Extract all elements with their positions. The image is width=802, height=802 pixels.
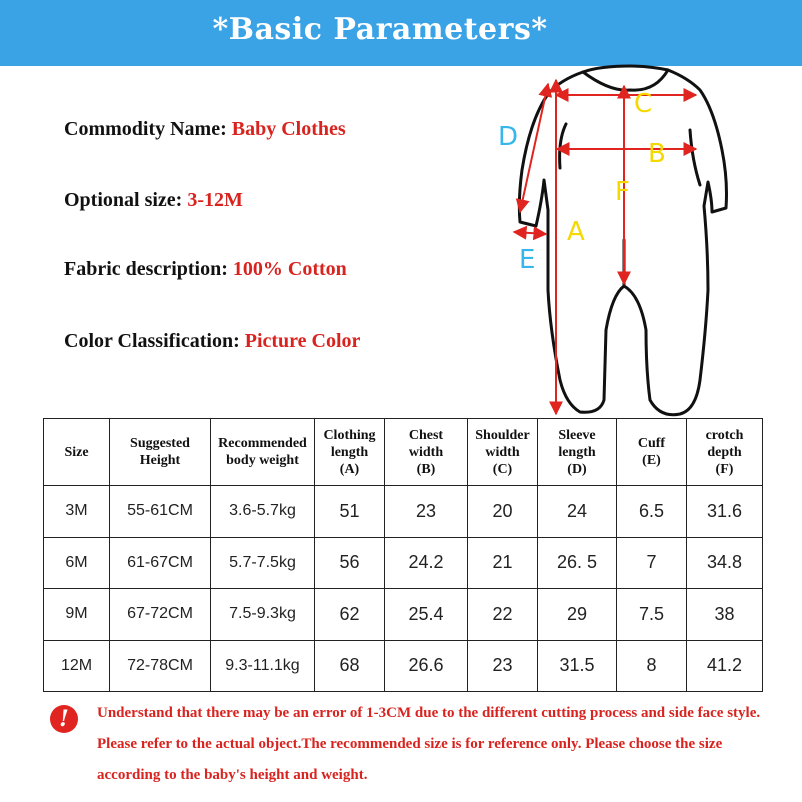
- table-header-line: (E): [642, 453, 661, 468]
- table-header-cell: [315, 419, 385, 486]
- table-cell: 68: [315, 640, 385, 692]
- table-header-line: Recommended: [218, 436, 307, 451]
- table-cell: 20: [468, 486, 538, 538]
- cuff-arrow: [514, 232, 546, 234]
- table-header-line: (D): [567, 461, 587, 477]
- table-header-cell: [44, 419, 110, 486]
- label-e: E: [519, 245, 536, 275]
- table-row: [44, 640, 763, 692]
- table-header-line: Suggested: [130, 436, 190, 451]
- table-header-line: length: [330, 444, 369, 460]
- param-color: [64, 330, 360, 353]
- table-header-cell: [687, 419, 763, 486]
- table-cell: 61-67CM: [110, 537, 211, 589]
- table-cell: 23: [385, 486, 468, 538]
- romper-outline: [519, 66, 726, 415]
- table-header-line: Sleeve: [558, 427, 596, 443]
- table-cell: 3.6-5.7kg: [211, 486, 315, 538]
- table-row: [44, 486, 763, 538]
- param-label: Fabric description:: [64, 258, 233, 280]
- table-cell: 24.2: [385, 537, 468, 589]
- param-value: 3-12M: [187, 189, 243, 211]
- table-cell: 67-72CM: [110, 589, 211, 641]
- table-header-line: (A): [339, 461, 360, 477]
- table-cell: 21: [468, 537, 538, 589]
- label-b: B: [648, 139, 666, 169]
- table-cell: 6M: [44, 537, 110, 589]
- table-header-cell: [211, 419, 315, 486]
- table-cell: 7.5: [617, 589, 687, 641]
- warning-icon: !: [50, 705, 78, 733]
- romper-right-sleeve-line: [690, 130, 700, 185]
- table-header-line: Clothing: [323, 427, 376, 443]
- param-value: 100% Cotton: [232, 258, 347, 280]
- table-header-cell: [468, 419, 538, 486]
- table-header-cell: [617, 419, 687, 486]
- table-cell: 26. 5: [538, 537, 617, 589]
- table-cell: 7: [617, 537, 687, 589]
- table-cell: 9M: [44, 589, 110, 641]
- table-header-line: Chest: [408, 427, 444, 443]
- table-cell: 41.2: [687, 640, 763, 692]
- table-cell: 56: [315, 537, 385, 589]
- table-cell: 7.5-9.3kg: [211, 589, 315, 641]
- table-cell: 23: [468, 640, 538, 692]
- romper-collar: [583, 70, 668, 90]
- table-cell: 3M: [44, 486, 110, 538]
- table-cell: 51: [315, 486, 385, 538]
- table-cell: 31.6: [687, 486, 763, 538]
- table-header-line: width: [408, 444, 444, 460]
- table-header-row: [44, 419, 763, 486]
- table-cell: 8: [617, 640, 687, 692]
- table-header-line: body weight: [226, 453, 299, 468]
- label-f: F: [615, 177, 630, 207]
- table-cell: 12M: [44, 640, 110, 692]
- table-cell: 62: [315, 589, 385, 641]
- disclaimer-note: Understand that there may be an error of 1-3CM due to the different cutting process and side face style. Please refer to the actual object.The recommended size is for reference only. Please choose the size according to the baby's height and weight.: [97, 705, 761, 783]
- romper-measurement-diagram: [490, 64, 802, 424]
- param-commodity-name: [64, 118, 346, 141]
- param-value: Baby Clothes: [231, 118, 346, 140]
- table-cell: 24: [538, 486, 617, 538]
- title-banner: [0, 0, 802, 66]
- table-header-line: width: [485, 444, 520, 460]
- table-cell: 5.7-7.5kg: [211, 537, 315, 589]
- table-header-cell: [385, 419, 468, 486]
- table-cell: 29: [538, 589, 617, 641]
- table-header-line: (C): [492, 461, 513, 477]
- table-row: [44, 537, 763, 589]
- param-label: Optional size:: [64, 189, 188, 211]
- label-c: C: [634, 89, 653, 119]
- param-value: Picture Color: [244, 330, 361, 352]
- table-cell: 55-61CM: [110, 486, 211, 538]
- table-header-cell: [538, 419, 617, 486]
- table-header-line: crotch: [705, 427, 744, 443]
- table-header-line: (F): [715, 461, 734, 477]
- table-header-line: length: [558, 444, 596, 460]
- table-header-line: depth: [707, 444, 742, 460]
- table-row: [44, 589, 763, 641]
- table-header-line: Cuff: [637, 436, 666, 451]
- table-cell: 6.5: [617, 486, 687, 538]
- table-cell: 22: [468, 589, 538, 641]
- table-cell: 31.5: [538, 640, 617, 692]
- table-header-line: Shoulder: [475, 427, 530, 443]
- table-header-line: (B): [416, 461, 436, 477]
- size-table: [43, 418, 763, 692]
- label-a: A: [567, 217, 585, 247]
- table-cell: 34.8: [687, 537, 763, 589]
- param-fabric: [64, 258, 347, 281]
- page-title: *Basic Parameters*: [212, 12, 548, 47]
- table-cell: 9.3-11.1kg: [211, 640, 315, 692]
- param-label: Color Classification:: [64, 330, 245, 352]
- table-header-line: Size: [64, 444, 89, 460]
- param-optional-size: [64, 189, 243, 212]
- table-cell: 72-78CM: [110, 640, 211, 692]
- param-label: Commodity Name:: [64, 118, 232, 140]
- table-header-line: Height: [139, 453, 181, 468]
- label-d: D: [498, 122, 519, 152]
- measurement-labels: [498, 89, 666, 275]
- table-header-cell: [110, 419, 211, 486]
- table-cell: 26.6: [385, 640, 468, 692]
- table-cell: 38: [687, 589, 763, 641]
- romper-left-sleeve-line: [560, 124, 566, 168]
- table-cell: 25.4: [385, 589, 468, 641]
